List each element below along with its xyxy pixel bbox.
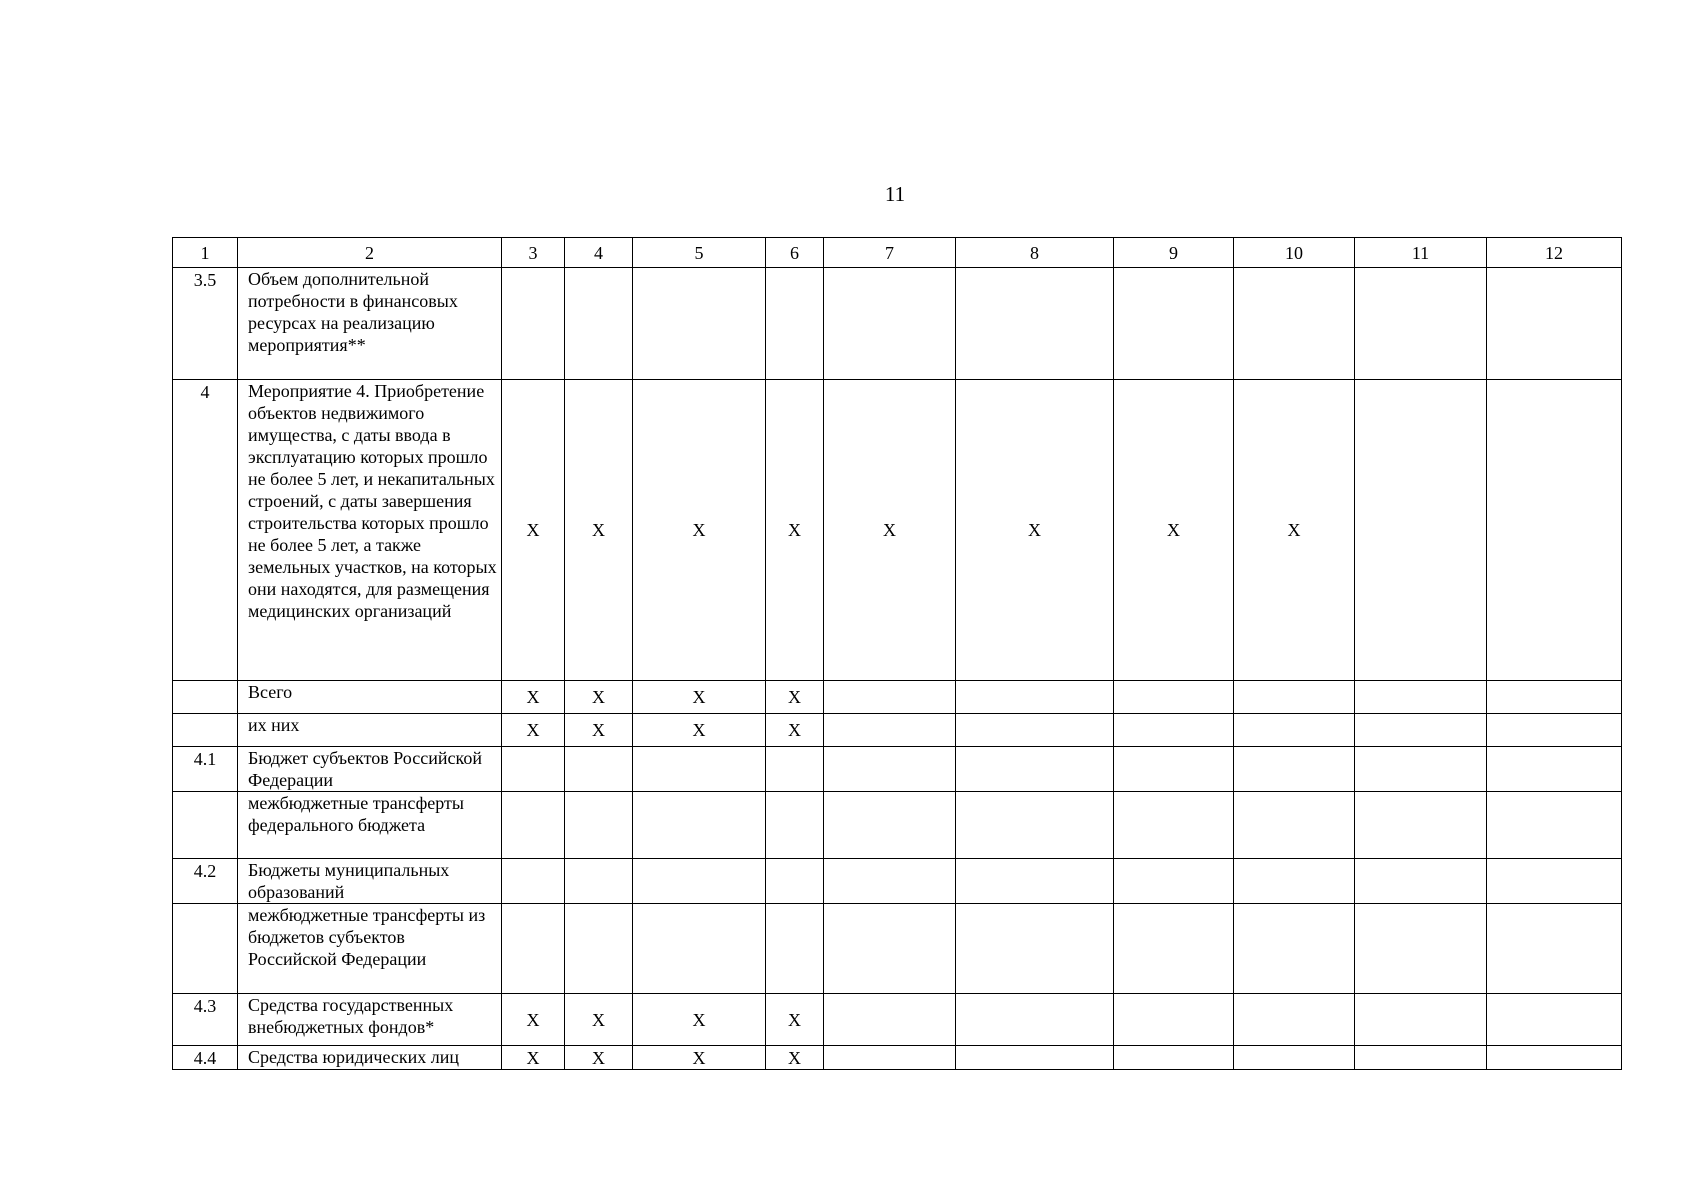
table-cell	[1355, 1046, 1487, 1070]
column-header: 5	[633, 238, 766, 268]
table-cell	[824, 268, 956, 380]
table-row	[173, 268, 1622, 380]
table-cell: X	[824, 380, 956, 681]
table-cell	[633, 904, 766, 994]
table-cell	[502, 268, 565, 380]
table-cell: X	[565, 994, 633, 1046]
table-cell	[766, 859, 824, 904]
table-cell	[824, 792, 956, 859]
table-cell	[1234, 747, 1355, 792]
column-header: 4	[565, 238, 633, 268]
table-cell	[956, 994, 1114, 1046]
column-header: 8	[956, 238, 1114, 268]
table-cell	[633, 268, 766, 380]
table-cell	[565, 268, 633, 380]
table-cell	[956, 681, 1114, 714]
table-cell	[1487, 1046, 1622, 1070]
table-cell	[1114, 994, 1234, 1046]
table-row	[173, 1046, 1622, 1070]
table-header-row	[173, 238, 1622, 268]
table-cell: X	[565, 681, 633, 714]
row-number: 4.1	[173, 747, 238, 792]
table-cell	[824, 994, 956, 1046]
row-name: Бюджеты муниципальных образований	[238, 859, 502, 904]
table-cell: X	[502, 714, 565, 747]
table-cell	[565, 904, 633, 994]
row-number	[173, 681, 238, 714]
table-cell	[956, 747, 1114, 792]
column-header: 12	[1487, 238, 1622, 268]
table-cell	[1234, 859, 1355, 904]
row-name: Средства государственных внебюджетных фондов*	[238, 994, 502, 1046]
table-cell	[1487, 714, 1622, 747]
table-cell	[1114, 904, 1234, 994]
table-cell: X	[766, 1046, 824, 1070]
row-number: 3.5	[173, 268, 238, 380]
table-cell: X	[1114, 380, 1234, 681]
row-name: Мероприятие 4. Приобретение объектов недвижимого имущества, с даты ввода в эксплуатацию которых прошло не более 5 лет, и некапитальных строений, с даты завершения строительства которых прошло не более 5 лет, а также земельных участков, на которых они находятся, для размещения медицинских организаций	[238, 380, 502, 681]
column-header: 11	[1355, 238, 1487, 268]
table-cell	[824, 747, 956, 792]
table-cell	[502, 859, 565, 904]
table-cell	[1114, 1046, 1234, 1070]
table-cell	[1234, 714, 1355, 747]
table-cell	[1487, 380, 1622, 681]
table-row	[173, 380, 1622, 681]
row-name: Объем дополнительной потребности в финансовых ресурсах на реализацию мероприятия**	[238, 268, 502, 380]
table-cell	[1355, 380, 1487, 681]
column-header: 6	[766, 238, 824, 268]
table-cell	[1487, 681, 1622, 714]
table-cell	[1234, 994, 1355, 1046]
column-header: 10	[1234, 238, 1355, 268]
table-cell	[1114, 681, 1234, 714]
table-cell: X	[565, 1046, 633, 1070]
table-row	[173, 994, 1622, 1046]
column-header: 2	[238, 238, 502, 268]
table-cell: X	[1234, 380, 1355, 681]
row-name: межбюджетные трансферты из бюджетов субъектов Российской Федерации	[238, 904, 502, 994]
table-cell	[502, 747, 565, 792]
column-header: 1	[173, 238, 238, 268]
row-number: 4	[173, 380, 238, 681]
table-row	[173, 792, 1622, 859]
table-cell	[766, 268, 824, 380]
table-cell: X	[766, 681, 824, 714]
table-cell: X	[565, 380, 633, 681]
row-number	[173, 904, 238, 994]
table-cell	[565, 792, 633, 859]
row-name: Всего	[238, 681, 502, 714]
table-cell	[766, 792, 824, 859]
table-cell	[1487, 792, 1622, 859]
table-cell	[824, 714, 956, 747]
table-cell	[1114, 792, 1234, 859]
table-cell: X	[502, 1046, 565, 1070]
table-cell	[824, 859, 956, 904]
table-cell	[633, 792, 766, 859]
table-cell: X	[502, 994, 565, 1046]
table-cell	[565, 859, 633, 904]
table-cell	[1355, 859, 1487, 904]
table-cell	[956, 792, 1114, 859]
table-cell: X	[633, 994, 766, 1046]
budget-table	[172, 237, 1622, 1070]
table-cell	[824, 681, 956, 714]
table-cell	[633, 859, 766, 904]
table-cell	[956, 714, 1114, 747]
table-cell	[1355, 994, 1487, 1046]
table-row	[173, 904, 1622, 994]
table-cell	[1234, 1046, 1355, 1070]
table-cell	[956, 268, 1114, 380]
row-number	[173, 714, 238, 747]
table-cell	[1355, 681, 1487, 714]
table-cell: X	[633, 681, 766, 714]
table-cell	[1234, 268, 1355, 380]
table-cell	[1355, 714, 1487, 747]
table-cell	[1114, 859, 1234, 904]
row-number: 4.2	[173, 859, 238, 904]
table-cell	[766, 904, 824, 994]
table-row	[173, 714, 1622, 747]
table-cell	[1355, 747, 1487, 792]
column-header: 9	[1114, 238, 1234, 268]
table-cell	[1114, 714, 1234, 747]
table-cell: X	[633, 1046, 766, 1070]
table-cell	[502, 792, 565, 859]
table-cell: X	[502, 681, 565, 714]
table-cell: X	[502, 380, 565, 681]
table-cell	[502, 904, 565, 994]
table-cell	[1487, 904, 1622, 994]
row-number: 4.3	[173, 994, 238, 1046]
table-cell	[1355, 268, 1487, 380]
column-header: 7	[824, 238, 956, 268]
table-row	[173, 681, 1622, 714]
table-cell: X	[633, 380, 766, 681]
table-cell	[956, 859, 1114, 904]
table-cell	[565, 747, 633, 792]
table-cell	[1114, 268, 1234, 380]
row-number: 4.4	[173, 1046, 238, 1070]
table-cell	[1234, 904, 1355, 994]
table-cell	[1355, 904, 1487, 994]
table-cell	[1487, 747, 1622, 792]
table-cell: X	[565, 714, 633, 747]
row-name: Бюджет субъектов Российской Федерации	[238, 747, 502, 792]
table-row	[173, 747, 1622, 792]
table-cell	[1487, 268, 1622, 380]
table-cell: X	[633, 714, 766, 747]
table-cell	[824, 904, 956, 994]
table-cell	[824, 1046, 956, 1070]
table-cell: X	[956, 380, 1114, 681]
row-number	[173, 792, 238, 859]
table-cell	[956, 1046, 1114, 1070]
table-cell: X	[766, 380, 824, 681]
table-cell	[766, 747, 824, 792]
table-cell: X	[766, 714, 824, 747]
table-cell	[1234, 792, 1355, 859]
row-name: их них	[238, 714, 502, 747]
table-cell	[1487, 994, 1622, 1046]
table-cell: X	[766, 994, 824, 1046]
table-row	[173, 859, 1622, 904]
table-cell	[956, 904, 1114, 994]
row-name: межбюджетные трансферты федерального бюджета	[238, 792, 502, 859]
column-header: 3	[502, 238, 565, 268]
table-cell	[1234, 681, 1355, 714]
row-name: Средства юридических лиц	[238, 1046, 502, 1070]
table-cell	[1114, 747, 1234, 792]
table-cell	[1487, 859, 1622, 904]
table-cell	[633, 747, 766, 792]
table-cell	[1355, 792, 1487, 859]
page-number: 11	[884, 182, 906, 206]
